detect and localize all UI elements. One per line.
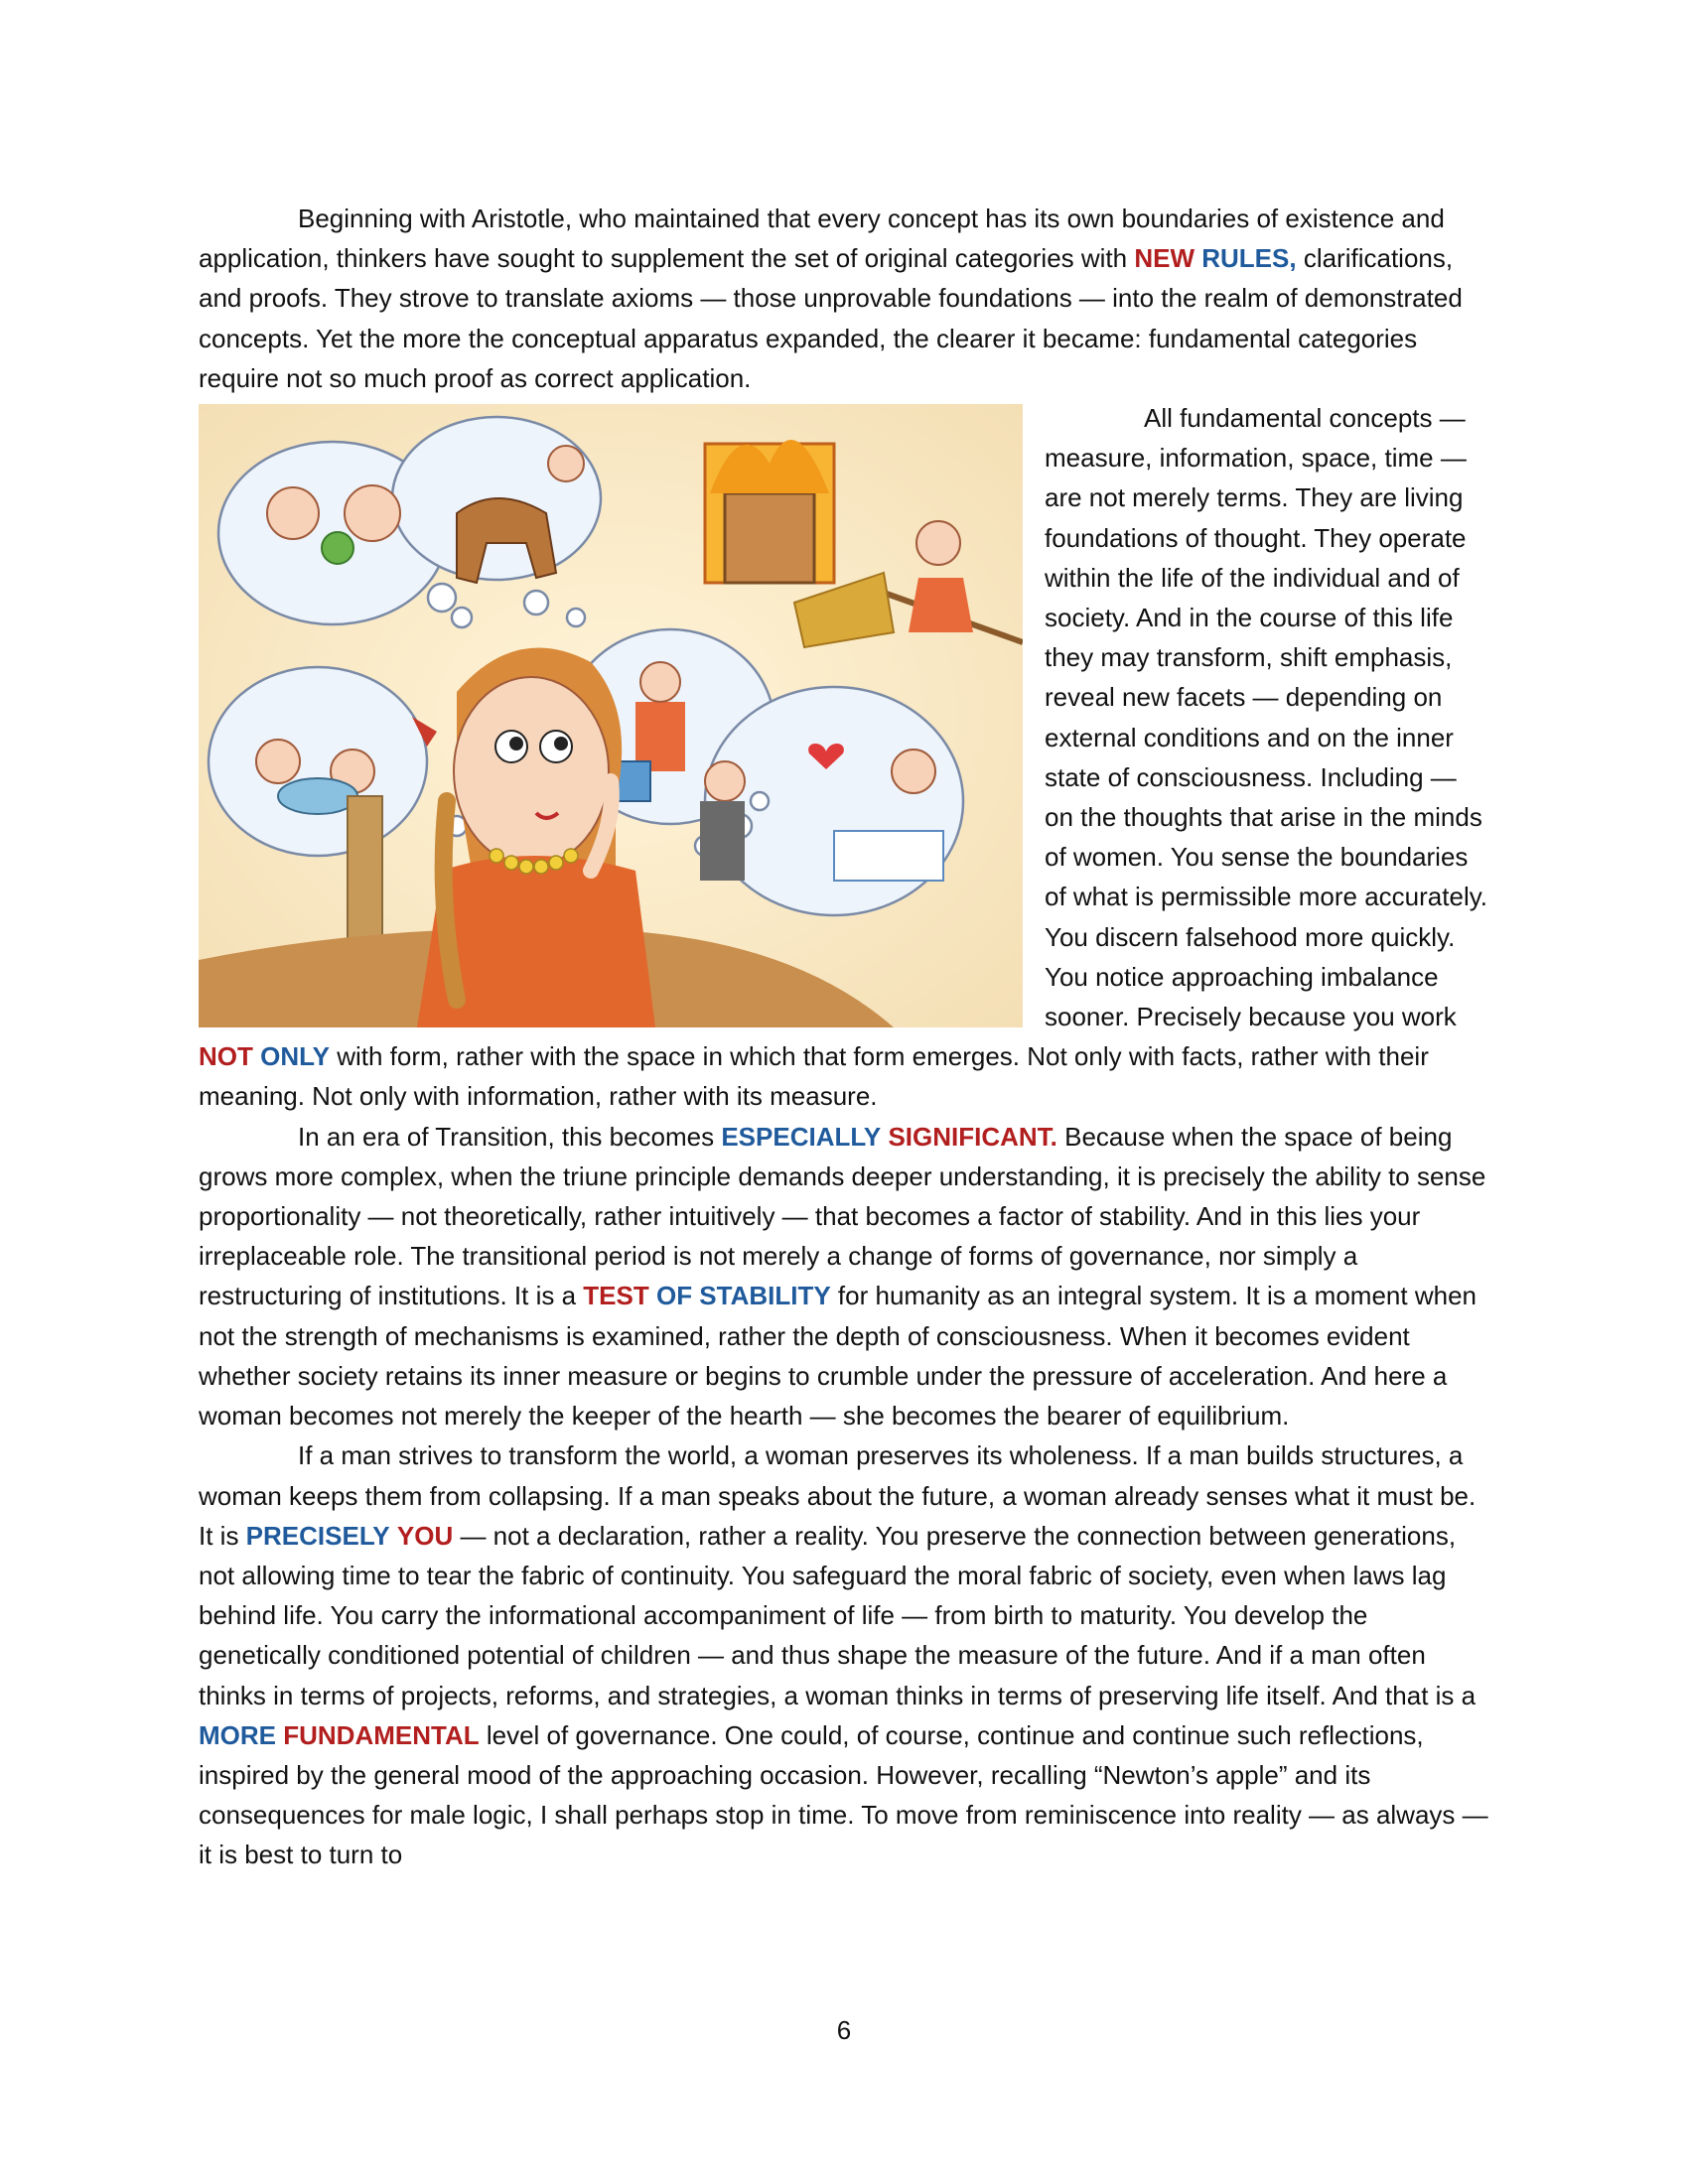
highlight-new: NEW — [1134, 243, 1196, 274]
highlight-test: TEST — [583, 1281, 649, 1311]
highlight-of-stability: OF STABILITY — [655, 1281, 831, 1311]
highlight-precisely: PRECISELY — [245, 1520, 390, 1551]
highlight-rules: RULES, — [1201, 243, 1297, 274]
highlight-more: MORE — [199, 1719, 276, 1750]
paragraph-fundamental-concepts: All fundamental concepts — measure, information, space, time — are not merely terms. They are living foundations of thought. They operate within the life of the individual and of society. And in the course of this life they may transform, shift emphasis, reveal new facets — depending on external conditions and on the inner state of consciousness. Including — on the thoughts that arise in the minds of women. You sense the boundaries of what is permissible more accurately. You discern falsehood more quickly. You notice approaching imbalance sooner. Precisely because you work NOT ONLY with form, rather with the space in which that form emerges. Not only with facts, rather with their meaning. Not only with information, rather with its measure. — [199, 403, 1488, 1112]
highlight-only: ONLY — [260, 1041, 330, 1072]
illustration-woman-thoughts — [199, 404, 1023, 1027]
highlight-especially: ESPECIALLY — [721, 1121, 882, 1152]
highlight-you: YOU — [396, 1520, 454, 1551]
paragraph-transition: In an era of Transition, this becomes ESPECIALLY SIGNIFICANT. Because when the space of being grows more complex, when the triune principle demands deeper understanding, it is precisely the ability to sense proportionality — not theoretically, rather intuitively — that becomes a factor of stability. And in this lies your irreplaceable role. The transitional period is not merely a change of forms of governance, nor simply a restructuring of institutions. It is a TEST OF STABILITY for humanity as an integral system. It is a moment when not the strength of mechanisms is examined, rather the depth of consciousness. When it becomes evident whether society retains its inner measure or begins to crumble under the pressure of acceleration. And here a woman becomes not merely the keeper of the hearth — she becomes the bearer of equilibrium. — [199, 1121, 1486, 1432]
highlight-fundamental: FUNDAMENTAL — [283, 1719, 480, 1750]
highlight-significant: SIGNIFICANT. — [888, 1121, 1057, 1152]
highlight-not: NOT — [199, 1041, 253, 1072]
document-body — [199, 199, 1489, 1875]
paragraph-man-woman: If a man strives to transform the world, a woman preserves its wholeness. If a man builds structures, a woman keeps them from collapsing. If a man speaks about the future, a woman already senses what it must be. It is PRECISELY YOU — not a declaration, rather a reality. You preserve the connection between generations, not allowing time to tear the fabric of continuity. You safeguard the moral fabric of society, even when laws lag behind life. You carry the informational accompaniment of life — from birth to maturity. You develop the genetically conditioned potential of children — and thus shape the measure of the future. And if a man often thinks in terms of projects, reforms, and strategies, a woman thinks in terms of preserving life itself. And that is a MORE FUNDAMENTAL level of governance. One could, of course, continue and continue such reflections, inspired by the general mood of the approaching occasion. However, recalling “Newton’s apple” and its consequences for male logic, I shall perhaps stop in time. To move from reminiscence into reality — as always — it is best to turn to — [199, 1440, 1488, 1870]
paragraph-aristotle: Beginning with Aristotle, who maintained that every concept has its own boundaries of existence and application, thinkers have sought to supplement the set of original categories with NEW RULES, clarifications, and proofs. They strove to translate axioms — those unprovable foundations — into the realm of demonstrated concepts. Yet the more the conceptual apparatus expanded, the clearer it became: fundamental categories require not so much proof as correct application. — [199, 204, 1463, 393]
page-number: 6 — [836, 2015, 852, 2045]
